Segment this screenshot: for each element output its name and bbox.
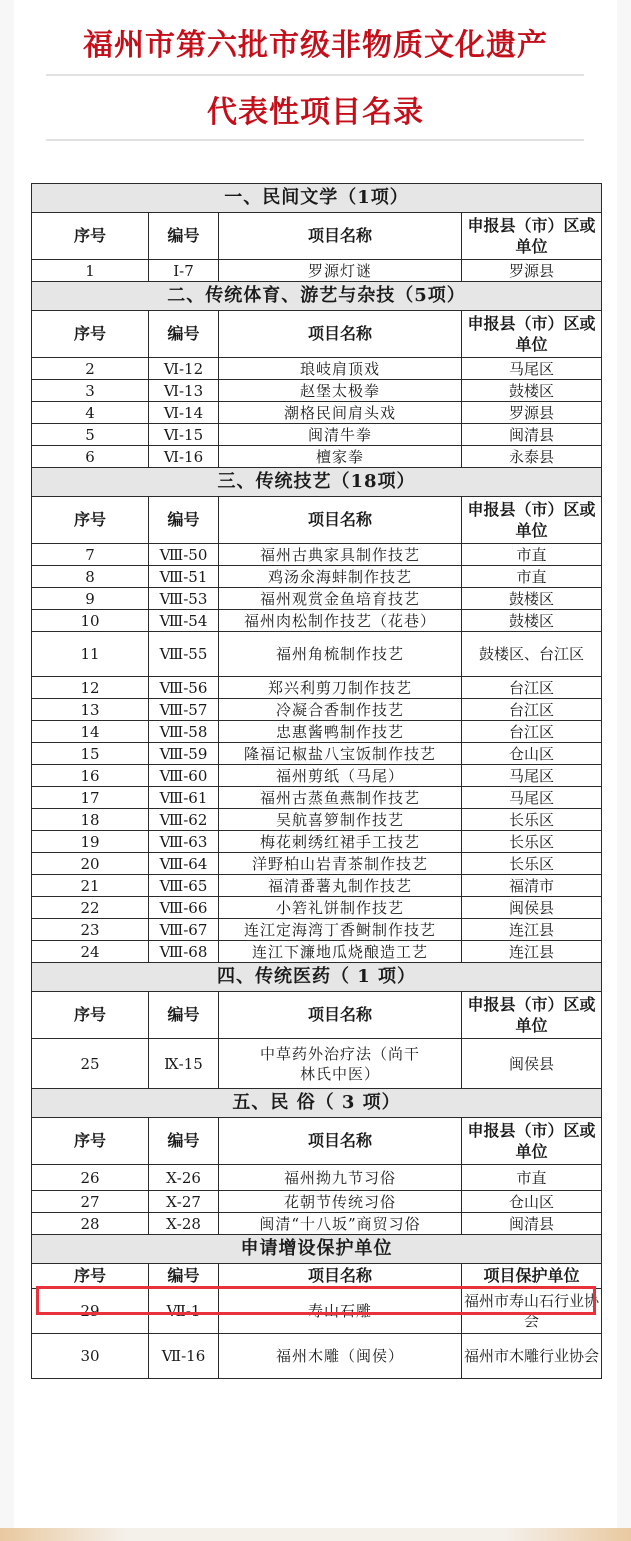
section-header [32, 468, 602, 497]
cell-code: Ⅷ-62 [149, 809, 219, 831]
cell-apply: 马尾区 [462, 358, 602, 380]
cell-code: Ⅷ-67 [149, 919, 219, 941]
cell-code: Ⅵ-13 [149, 380, 219, 402]
cell-code: Ⅷ-65 [149, 875, 219, 897]
table-row [32, 875, 602, 897]
cell-name: 连江下濂地瓜烧酿造工艺 [219, 941, 462, 963]
table-row [32, 721, 602, 743]
cell-seq: 16 [32, 765, 149, 787]
table-row [32, 402, 602, 424]
header-apply: 申报县（市）区或单位 [462, 992, 602, 1039]
cell-seq: 11 [32, 632, 149, 677]
cell-apply: 台江区 [462, 699, 602, 721]
cell-seq: 29 [32, 1289, 149, 1334]
cell-code: Ⅷ-57 [149, 699, 219, 721]
cell-apply: 长乐区 [462, 809, 602, 831]
cell-name: 吴航喜箩制作技艺 [219, 809, 462, 831]
cell-name: 郑兴利剪刀制作技艺 [219, 677, 462, 699]
cell-apply: 市直 [462, 544, 602, 566]
cell-seq: 15 [32, 743, 149, 765]
table-row [32, 677, 602, 699]
cell-apply: 鼓楼区 [462, 588, 602, 610]
cell-apply: 鼓楼区、台江区 [462, 632, 602, 677]
table-row [32, 1039, 602, 1089]
header-apply: 申报县（市）区或单位 [462, 311, 602, 358]
cell-code: Ⅶ-16 [149, 1334, 219, 1379]
cell-seq: 27 [32, 1191, 149, 1213]
heritage-list-table [31, 183, 602, 1379]
header-name: 项目名称 [219, 497, 462, 544]
cell-apply: 闽侯县 [462, 897, 602, 919]
table-header-row [32, 992, 602, 1039]
cell-seq: 10 [32, 610, 149, 632]
section-header [32, 282, 602, 311]
cell-seq: 5 [32, 424, 149, 446]
cell-apply: 市直 [462, 1165, 602, 1191]
section-title: 五、民 俗（ 3 项） [32, 1089, 602, 1118]
cell-name: 福州拗九节习俗 [219, 1165, 462, 1191]
cell-seq: 17 [32, 787, 149, 809]
cell-code: Ⅷ-61 [149, 787, 219, 809]
cell-code: Ⅷ-60 [149, 765, 219, 787]
table-row [32, 1334, 602, 1379]
cell-name: 罗源灯谜 [219, 260, 462, 282]
cell-seq: 22 [32, 897, 149, 919]
cell-name: 福州木雕（闽侯） [219, 1334, 462, 1379]
cell-seq: 1 [32, 260, 149, 282]
cell-code: Ⅷ-50 [149, 544, 219, 566]
cell-name: 檀家拳 [219, 446, 462, 468]
table-row [32, 632, 602, 677]
cell-apply: 台江区 [462, 721, 602, 743]
cell-code: Ⅷ-66 [149, 897, 219, 919]
header-name: 项目名称 [219, 311, 462, 358]
cell-apply: 福清市 [462, 875, 602, 897]
table-row [32, 446, 602, 468]
cell-name: 福州古典家具制作技艺 [219, 544, 462, 566]
cell-name: 福州古蒸鱼燕制作技艺 [219, 787, 462, 809]
cell-apply: 鼓楼区 [462, 380, 602, 402]
table-row [32, 897, 602, 919]
page-edge-left [0, 0, 14, 1541]
cell-name: 冷凝合香制作技艺 [219, 699, 462, 721]
cell-name: 隆福记椒盐八宝饭制作技艺 [219, 743, 462, 765]
section-title: 一、民间文学（1项） [32, 184, 602, 213]
header-code: 编号 [149, 992, 219, 1039]
cell-seq: 7 [32, 544, 149, 566]
table-row [32, 699, 602, 721]
cell-name: 中草药外治疗法（尚干林氏中医） [219, 1039, 462, 1089]
cell-code: Ⅷ-68 [149, 941, 219, 963]
cell-seq: 23 [32, 919, 149, 941]
cell-apply: 仓山区 [462, 1191, 602, 1213]
cell-name: 花朝节传统习俗 [219, 1191, 462, 1213]
cell-seq: 21 [32, 875, 149, 897]
cell-seq: 3 [32, 380, 149, 402]
cell-code: Ⅹ-26 [149, 1165, 219, 1191]
title-divider [46, 139, 584, 141]
header-code: 编号 [149, 213, 219, 260]
table-header-row [32, 1118, 602, 1165]
cell-name: 福州肉松制作技艺（花巷） [219, 610, 462, 632]
cell-apply: 永泰县 [462, 446, 602, 468]
cell-seq: 8 [32, 566, 149, 588]
page-title-line1: 福州市第六批市级非物质文化遗产 [83, 28, 548, 63]
cell-apply: 福州市木雕行业协会 [462, 1334, 602, 1379]
cell-seq: 28 [32, 1213, 149, 1235]
table-row [32, 1165, 602, 1191]
section-header [32, 184, 602, 213]
header-code: 编号 [149, 497, 219, 544]
cell-name: 赵堡太极拳 [219, 380, 462, 402]
section-header [32, 1235, 602, 1264]
cell-seq: 4 [32, 402, 149, 424]
cell-apply: 市直 [462, 566, 602, 588]
page-bottom-edge [0, 1528, 631, 1541]
table-row [32, 941, 602, 963]
cell-name: 小箬礼饼制作技艺 [219, 897, 462, 919]
cell-apply: 连江县 [462, 941, 602, 963]
cell-apply: 鼓楼区 [462, 610, 602, 632]
cell-code: Ⅶ-1 [149, 1289, 219, 1334]
cell-apply: 闽侯县 [462, 1039, 602, 1089]
cell-seq: 14 [32, 721, 149, 743]
cell-seq: 26 [32, 1165, 149, 1191]
cell-name: 福州观赏金鱼培育技艺 [219, 588, 462, 610]
table-header-row [32, 311, 602, 358]
table-row [32, 424, 602, 446]
table-row [32, 260, 602, 282]
cell-code: Ⅹ-27 [149, 1191, 219, 1213]
cell-apply: 长乐区 [462, 831, 602, 853]
cell-name: 忠惠酱鸭制作技艺 [219, 721, 462, 743]
cell-code: Ⅰ-7 [149, 260, 219, 282]
cell-code: Ⅵ-14 [149, 402, 219, 424]
table-header-row [32, 213, 602, 260]
table-row [32, 831, 602, 853]
cell-code: Ⅷ-51 [149, 566, 219, 588]
section-title: 四、传统医药（ 1 项） [32, 963, 602, 992]
header-seq: 序号 [32, 213, 149, 260]
table-row [32, 544, 602, 566]
header-apply: 申报县（市）区或单位 [462, 213, 602, 260]
table-header-row [32, 497, 602, 544]
header-seq: 序号 [32, 497, 149, 544]
cell-code: Ⅷ-54 [149, 610, 219, 632]
cell-seq: 13 [32, 699, 149, 721]
cell-seq: 6 [32, 446, 149, 468]
cell-code: Ⅷ-56 [149, 677, 219, 699]
header-name: 项目名称 [219, 1118, 462, 1165]
cell-code: Ⅷ-63 [149, 831, 219, 853]
table-row [32, 1289, 602, 1334]
cell-code: Ⅵ-16 [149, 446, 219, 468]
header-name: 项目名称 [219, 992, 462, 1039]
header-code: 编号 [149, 1264, 219, 1289]
cell-apply: 连江县 [462, 919, 602, 941]
cell-seq: 2 [32, 358, 149, 380]
cell-name: 寿山石雕 [219, 1289, 462, 1334]
section-title: 二、传统体育、游艺与杂技（5项） [32, 282, 602, 311]
cell-name: 鸡汤氽海蚌制作技艺 [219, 566, 462, 588]
header-code: 编号 [149, 1118, 219, 1165]
table-row [32, 787, 602, 809]
table-row [32, 588, 602, 610]
cell-name: 闽清“十八坂”商贸习俗 [219, 1213, 462, 1235]
section-header [32, 963, 602, 992]
cell-apply: 仓山区 [462, 743, 602, 765]
header-apply: 项目保护单位 [462, 1264, 602, 1289]
cell-seq: 12 [32, 677, 149, 699]
cell-seq: 20 [32, 853, 149, 875]
cell-seq: 25 [32, 1039, 149, 1089]
cell-code: Ⅵ-12 [149, 358, 219, 380]
header-seq: 序号 [32, 311, 149, 358]
cell-seq: 9 [32, 588, 149, 610]
cell-seq: 18 [32, 809, 149, 831]
cell-name: 福州剪纸（马尾） [219, 765, 462, 787]
table-row [32, 919, 602, 941]
cell-code: Ⅷ-55 [149, 632, 219, 677]
cell-seq: 24 [32, 941, 149, 963]
cell-apply: 福州市寿山石行业协会 [462, 1289, 602, 1334]
header-apply: 申报县（市）区或单位 [462, 497, 602, 544]
cell-code: Ⅷ-59 [149, 743, 219, 765]
cell-code: Ⅵ-15 [149, 424, 219, 446]
table-row [32, 1213, 602, 1235]
cell-apply: 马尾区 [462, 787, 602, 809]
table-row [32, 743, 602, 765]
cell-name: 闽清牛拳 [219, 424, 462, 446]
cell-name: 潮格民间肩头戏 [219, 402, 462, 424]
cell-apply: 台江区 [462, 677, 602, 699]
title-divider [46, 74, 584, 76]
table-row [32, 1191, 602, 1213]
table-row [32, 610, 602, 632]
table-header-row [32, 1264, 602, 1289]
cell-apply: 闽清县 [462, 1213, 602, 1235]
table-row [32, 765, 602, 787]
table-row [32, 358, 602, 380]
cell-apply: 马尾区 [462, 765, 602, 787]
section-header [32, 1089, 602, 1118]
header-code: 编号 [149, 311, 219, 358]
header-seq: 序号 [32, 1264, 149, 1289]
cell-apply: 闽清县 [462, 424, 602, 446]
cell-apply: 长乐区 [462, 853, 602, 875]
section-title: 三、传统技艺（18项） [32, 468, 602, 497]
cell-seq: 19 [32, 831, 149, 853]
cell-name: 福州角梳制作技艺 [219, 632, 462, 677]
section-title: 申请增设保护单位 [32, 1235, 602, 1264]
cell-apply: 罗源县 [462, 260, 602, 282]
cell-code: Ⅸ-15 [149, 1039, 219, 1089]
table-row [32, 566, 602, 588]
page-title-line2: 代表性项目名录 [207, 95, 424, 130]
cell-name: 梅花刺绣红裙手工技艺 [219, 831, 462, 853]
table-row [32, 380, 602, 402]
cell-code: Ⅷ-53 [149, 588, 219, 610]
cell-name: 连江定海湾丁香鲥制作技艺 [219, 919, 462, 941]
cell-seq: 30 [32, 1334, 149, 1379]
cell-name: 琅岐肩顶戏 [219, 358, 462, 380]
header-seq: 序号 [32, 1118, 149, 1165]
table-row [32, 809, 602, 831]
cell-code: Ⅹ-28 [149, 1213, 219, 1235]
cell-code: Ⅷ-64 [149, 853, 219, 875]
table-row [32, 853, 602, 875]
cell-code: Ⅷ-58 [149, 721, 219, 743]
page-edge-right [617, 0, 631, 1541]
header-seq: 序号 [32, 992, 149, 1039]
cell-name: 福清番薯丸制作技艺 [219, 875, 462, 897]
header-name: 项目名称 [219, 213, 462, 260]
header-apply: 申报县（市）区或单位 [462, 1118, 602, 1165]
cell-apply: 罗源县 [462, 402, 602, 424]
cell-name: 洋野柏山岩青茶制作技艺 [219, 853, 462, 875]
header-name: 项目名称 [219, 1264, 462, 1289]
